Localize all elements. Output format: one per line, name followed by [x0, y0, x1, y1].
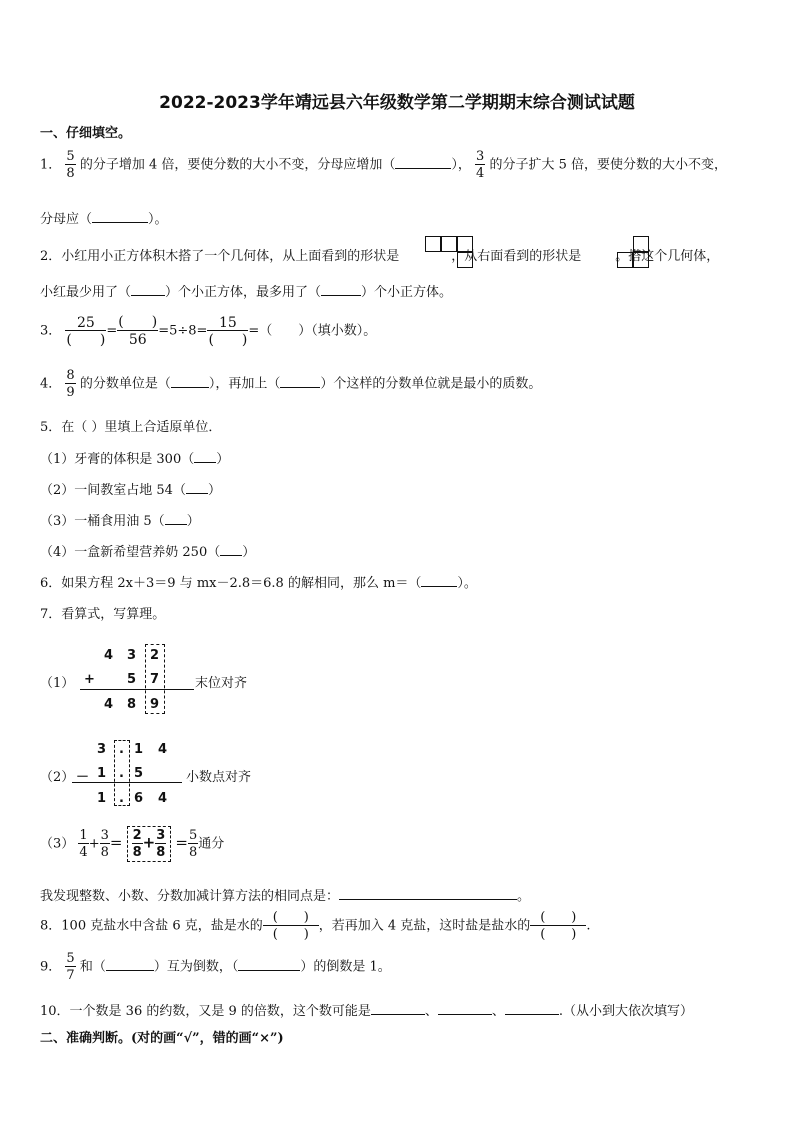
- q1-blank-1[interactable]: [395, 168, 451, 169]
- q2-blank-1[interactable]: [131, 295, 165, 296]
- question-5-stem: 5．在（ ）里填上合适原单位．: [40, 420, 222, 435]
- q1-text-2: ），: [451, 157, 471, 173]
- q9-blank-2[interactable]: [238, 970, 300, 971]
- q6-text-b: ）。: [457, 576, 477, 591]
- q6-blank[interactable]: [421, 586, 457, 587]
- q2-text-3: 。搭这个几何体，: [615, 249, 720, 264]
- p2-digit: 4: [158, 742, 168, 757]
- p3-result-fraction: $\frac{5}{8}$: [189, 828, 198, 860]
- section-2-heading: 二、准确判断。(对的画“√”，错的画“×”): [40, 1031, 284, 1046]
- q5-item-2: （2）一间教室占地 54（ ）: [40, 483, 221, 498]
- p3-note: 通分: [198, 836, 225, 852]
- p1-digit: 3: [127, 648, 137, 663]
- q5-item-3: （3）一桶食用油 5（ ）: [40, 514, 200, 529]
- p1-note: 末位对齐: [195, 676, 248, 691]
- q3-fraction-1: $\frac{25}{( )}$: [66, 314, 106, 348]
- p1-digit: 5: [127, 672, 137, 687]
- q4-text-1: 的分数单位是（: [79, 376, 171, 392]
- q1-fraction-1: $\frac{5}{8}$: [66, 149, 75, 181]
- q2-text-1: 2．小红用小正方体积木搭了一个几何体，从上面看到的形状是: [40, 249, 400, 264]
- q1-line2-text-a: 分母应（: [40, 212, 93, 227]
- question-9: [40, 952, 391, 982]
- p1-plus-sign: +: [84, 672, 95, 687]
- q7-summary-blank[interactable]: [339, 899, 517, 900]
- q1-blank-2[interactable]: [92, 222, 148, 223]
- p3-fraction-2: $\frac{3}{8}$: [100, 828, 109, 860]
- q1-text-1: 的分子增加 4 倍，要使分数的大小不变，分母应增加（: [79, 157, 396, 173]
- p1-sum-line: [80, 689, 194, 690]
- q4-number: 4．: [40, 376, 62, 392]
- p2-digit: 1: [97, 766, 107, 781]
- q1-text-3: 的分子扩大 5 倍，要使分数的大小不变，: [489, 157, 728, 173]
- q2-text-2: ，从右面看到的形状是: [451, 249, 582, 264]
- q9-blank-1[interactable]: [106, 970, 154, 971]
- q9-text-2: ）互为倒数，（: [153, 959, 239, 975]
- q3-equals: =: [106, 323, 118, 339]
- q10-blank-3[interactable]: [505, 1014, 559, 1015]
- p2-digit: 1: [134, 742, 144, 757]
- q8-fraction-blank-2[interactable]: $\frac{( )}{( )}$: [530, 911, 586, 941]
- q3-tail: =（ ）（填小数）。: [248, 323, 377, 339]
- p2-digit: 4: [158, 791, 168, 806]
- p2-minus-sign: －: [76, 770, 90, 785]
- q5-blank-4[interactable]: [220, 555, 242, 556]
- q4-blank-1[interactable]: [171, 387, 209, 388]
- q4-blank-2[interactable]: [280, 387, 320, 388]
- q10-blank-2[interactable]: [438, 1014, 492, 1015]
- q7-summary: 我发现整数、小数、分数加减计算方法的相同点是： 。: [40, 889, 531, 904]
- p3-equals-1: =: [109, 833, 123, 852]
- q4-text-2: ），再加上（: [208, 376, 281, 392]
- question-6: [40, 572, 477, 591]
- q1-number: 1．: [40, 157, 62, 173]
- q3-fraction-2: $\frac{( )}{56}$: [118, 314, 158, 348]
- q9-text-1: 和（: [79, 959, 106, 975]
- p3-common-denominator-box: $\frac{2}{8}$ + $\frac{3}{8}$: [127, 826, 172, 862]
- p2-decimal-point: .: [119, 791, 124, 806]
- q10-text-2: .（从小到大依次填写）: [558, 1004, 694, 1019]
- q8-fraction-blank-1[interactable]: $\frac{( )}{( )}$: [263, 911, 319, 941]
- q4-text-3: ）个这样的分数单位就是最小的质数。: [320, 376, 542, 392]
- q3-number: 3．: [40, 323, 62, 339]
- question-7-stem: 7．看算式，写算理。: [40, 607, 166, 622]
- p1-alignment-box: [145, 644, 165, 714]
- q7-p3-label: （3）: [40, 836, 75, 852]
- question-8: 8．100 克盐水中含盐 6 克，盐是水的 $\frac{( )}{( )}$ ，若再加入 4 克盐，这时盐是盐水的 $\frac{( )}{( )}$ .: [40, 910, 591, 942]
- q5-blank-3[interactable]: [165, 524, 187, 525]
- p2-digit: 1: [97, 791, 107, 806]
- q2-line2-text-b: ）个小正方体，最多用了（: [165, 285, 322, 300]
- p1-digit: 9: [150, 697, 160, 712]
- p1-digit: 8: [127, 697, 137, 712]
- question-3: [40, 315, 376, 347]
- p1-digit: 2: [150, 648, 160, 663]
- q5-blank-1[interactable]: [194, 462, 216, 463]
- q7-p2-label: （2）: [40, 770, 75, 785]
- p2-decimal-point: .: [119, 742, 124, 757]
- q2-blank-2[interactable]: [321, 295, 361, 296]
- p2-digit: 5: [134, 766, 144, 781]
- q7-p1-label: （1）: [40, 676, 75, 691]
- p1-digit: 4: [104, 648, 114, 663]
- q2-line2-text-a: 小红最少用了（: [40, 285, 132, 300]
- page-title: 2022-2023学年靖远县六年级数学第二学期期末综合测试试题: [159, 93, 635, 113]
- p3-fraction-1: $\frac{1}{4}$: [79, 828, 88, 860]
- q1-line2-text-b: ）。: [148, 212, 168, 227]
- q5-item-4: （4）一盒新希望营养奶 250（ ）: [40, 545, 256, 560]
- p2-alignment-box: [114, 740, 130, 806]
- question-10: 10．一个数是 36 的约数，又是 9 的倍数，这个数可能是 、 、 .（从小到大依次填写）: [40, 1004, 694, 1019]
- question-2-line-2: [40, 281, 452, 300]
- p2-decimal-point: .: [119, 766, 124, 781]
- q4-fraction: $\frac{8}{9}$: [66, 368, 75, 400]
- q10-blank-1[interactable]: [371, 1014, 425, 1015]
- p2-digit: 3: [97, 742, 107, 757]
- p2-note: 小数点对齐: [186, 770, 252, 785]
- q9-fraction: $\frac{5}{7}$: [66, 951, 75, 983]
- q5-blank-2[interactable]: [186, 493, 208, 494]
- p1-digit: 7: [150, 672, 160, 687]
- q8-text-1: 8．100 克盐水中含盐 6 克，盐是水的: [40, 918, 263, 934]
- q3-fraction-3: $\frac{15}{( )}$: [208, 314, 248, 348]
- q9-text-3: ）的倒数是 1。: [300, 959, 391, 975]
- q5-item-1: （1）牙膏的体积是 300（ ）: [40, 452, 230, 467]
- p3-plus: +: [88, 836, 100, 852]
- q7-summary-text: 我发现整数、小数、分数加减计算方法的相同点是：: [40, 889, 340, 904]
- q2-line2-text-c: ）个小正方体。: [361, 285, 453, 300]
- q3-middle: =5÷8=: [158, 323, 208, 339]
- section-1-heading: 一、仔细填空。: [40, 126, 132, 141]
- q1-fraction-2: $\frac{3}{4}$: [476, 149, 485, 181]
- q8-text-2: ，若再加入 4 克盐，这时盐是盐水的: [318, 918, 531, 934]
- q9-number: 9．: [40, 959, 62, 975]
- p2-digit: 6: [134, 791, 144, 806]
- q10-text-1: 10．一个数是 36 的约数，又是 9 的倍数，这个数可能是: [40, 1004, 371, 1019]
- q6-text-a: 6．如果方程 2x＋3＝9 与 mx－2.8＝6.8 的解相同，那么 m＝（: [40, 576, 422, 591]
- q7-part-3: [40, 826, 224, 862]
- p3-equals-2: =: [175, 833, 188, 852]
- question-4: [40, 369, 541, 399]
- question-1: [40, 150, 727, 180]
- p1-digit: 4: [104, 697, 114, 712]
- question-1-line-2: [40, 208, 168, 227]
